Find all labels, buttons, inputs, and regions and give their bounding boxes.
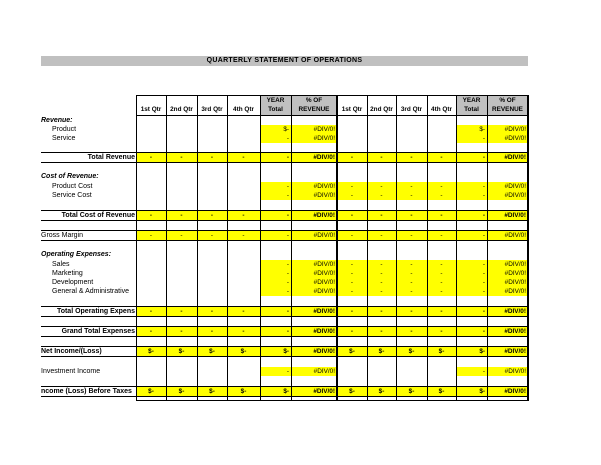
- qtr-value: -: [440, 232, 443, 239]
- year-total-value: $-: [283, 126, 289, 133]
- year-total-value: -: [286, 328, 289, 335]
- qtr-value: -: [410, 232, 413, 239]
- qtr-value: -: [149, 308, 153, 315]
- pct-value: #DIV/0!: [313, 348, 335, 355]
- qtr-value: $-: [378, 388, 385, 395]
- qtr-value: -: [350, 288, 354, 295]
- grid-hline-label: [41, 240, 136, 241]
- grid-hline: [136, 162, 529, 163]
- row-label: Service: [52, 135, 76, 142]
- year-total-value: -: [286, 192, 289, 199]
- column-header-q1: 1st Qtr: [140, 106, 162, 113]
- qtr-value: -: [350, 261, 354, 268]
- grid-hline: [136, 152, 529, 153]
- year-total-value: -: [482, 261, 485, 268]
- qtr-value: -: [380, 308, 383, 315]
- row-label: Gross Margin: [41, 232, 84, 239]
- row-label: Operating Expenses:: [41, 251, 112, 258]
- qtr-value: -: [180, 154, 183, 161]
- year-total-value: -: [482, 135, 485, 142]
- qtr-value: -: [180, 308, 183, 315]
- qtr-value: -: [380, 183, 383, 190]
- year-total-value: -: [482, 288, 485, 295]
- year-total-value: -: [286, 308, 289, 315]
- pct-value: #DIV/0!: [313, 192, 335, 199]
- year-total-value: -: [482, 308, 485, 315]
- row-label: Marketing: [52, 270, 83, 277]
- qtr-value: -: [149, 328, 153, 335]
- row-label: ncome (Loss) Before Taxes: [41, 388, 132, 395]
- pct-value: #DIV/0!: [504, 232, 526, 239]
- year-total-value: -: [482, 183, 485, 190]
- qtr-value: -: [380, 192, 383, 199]
- row-label: Total Revenue: [87, 154, 135, 161]
- row-label: Net Income/(Loss): [41, 348, 102, 355]
- qtr-value: $-: [408, 388, 415, 395]
- grid-hline-label: [41, 326, 136, 327]
- qtr-value: -: [210, 328, 214, 335]
- year-total-value: -: [286, 212, 289, 219]
- qtr-value: -: [410, 183, 413, 190]
- year-total-value: $-: [479, 388, 485, 395]
- qtr-value: $-: [240, 348, 247, 355]
- grid-hline: [136, 240, 529, 241]
- qtr-value: -: [380, 288, 383, 295]
- qtr-value: -: [410, 261, 413, 268]
- qtr-value: -: [440, 288, 443, 295]
- column-header-pct: % OF: [305, 97, 323, 104]
- qtr-value: -: [440, 270, 443, 277]
- row-label: Total Cost of Revenue: [61, 212, 135, 219]
- qtr-value: $-: [408, 348, 415, 355]
- pct-value: #DIV/0!: [504, 328, 526, 335]
- qtr-value: $-: [378, 348, 385, 355]
- grid-hline: [136, 356, 529, 357]
- qtr-value: -: [410, 192, 413, 199]
- pct-value: #DIV/0!: [504, 126, 526, 133]
- pct-value: #DIV/0!: [504, 348, 526, 355]
- qtr-value: -: [180, 212, 183, 219]
- row-label: Total Operating Expens: [56, 308, 135, 315]
- pct-value: #DIV/0!: [504, 279, 526, 286]
- qtr-value: -: [350, 183, 354, 190]
- qtr-value: -: [350, 308, 354, 315]
- row-label: Cost of Revenue:: [41, 173, 99, 180]
- grid-hline: [136, 336, 529, 337]
- grid-hline: [136, 115, 529, 116]
- pct-value: #DIV/0!: [313, 270, 335, 277]
- qtr-value: -: [410, 212, 413, 219]
- qtr-value: -: [350, 232, 354, 239]
- qtr-value: -: [380, 232, 383, 239]
- pct-value: #DIV/0!: [313, 154, 335, 161]
- pct-value: #DIV/0!: [504, 135, 526, 142]
- qtr-value: -: [410, 288, 413, 295]
- pct-value: #DIV/0!: [313, 135, 335, 142]
- year-total-value: -: [286, 270, 289, 277]
- grid-hline-label: [41, 386, 136, 387]
- qtr-value: $-: [349, 388, 355, 395]
- qtr-value: -: [440, 183, 443, 190]
- qtr-value: -: [242, 328, 245, 335]
- row-label: Sales: [52, 261, 70, 268]
- qtr-value: -: [350, 212, 354, 219]
- grid-hline-label: [41, 220, 136, 221]
- row-label: Product Cost: [52, 183, 93, 190]
- grid-hline: [136, 316, 529, 317]
- pct-value: #DIV/0!: [504, 388, 526, 395]
- qtr-value: $-: [178, 348, 185, 355]
- row-label: Grand Total Expenses: [61, 328, 135, 335]
- qtr-value: $-: [148, 388, 154, 395]
- year-total-value: -: [482, 232, 485, 239]
- qtr-value: $-: [240, 388, 247, 395]
- qtr-value: -: [242, 154, 245, 161]
- qtr-value: -: [440, 192, 443, 199]
- qtr-value: -: [440, 328, 443, 335]
- grid-hline: [136, 306, 529, 307]
- qtr-value: $-: [209, 388, 215, 395]
- row-label: Development: [52, 279, 94, 286]
- year-total-value: -: [482, 368, 485, 375]
- qtr-value: -: [210, 212, 214, 219]
- column-header-q1: 1st Qtr: [341, 106, 363, 113]
- qtr-value: -: [440, 212, 443, 219]
- column-header-pct: % OF: [499, 97, 516, 104]
- qtr-value: -: [380, 261, 383, 268]
- pct-value: #DIV/0!: [313, 261, 335, 268]
- qtr-value: $-: [438, 348, 445, 355]
- grid-hline-label: [41, 230, 136, 231]
- column-header-year-total: Total: [464, 106, 479, 113]
- year-total-value: -: [286, 368, 289, 375]
- year-total-value: $-: [283, 388, 289, 395]
- qtr-value: -: [242, 232, 245, 239]
- pct-value: #DIV/0!: [504, 308, 526, 315]
- column-header-q3: 3rd Qtr: [201, 106, 223, 113]
- column-header-year: YEAR: [266, 97, 285, 104]
- qtr-value: -: [350, 279, 354, 286]
- qtr-value: -: [380, 212, 383, 219]
- year-total-value: -: [482, 328, 485, 335]
- qtr-value: -: [440, 308, 443, 315]
- pct-value: #DIV/0!: [504, 288, 526, 295]
- pct-value: #DIV/0!: [313, 279, 335, 286]
- year-total-value: -: [482, 192, 485, 199]
- grid-hline: [136, 346, 529, 347]
- pct-value: #DIV/0!: [313, 212, 335, 219]
- qtr-value: -: [149, 154, 153, 161]
- qtr-value: -: [180, 232, 183, 239]
- pct-value: #DIV/0!: [504, 183, 526, 190]
- pct-value: #DIV/0!: [504, 154, 526, 161]
- qtr-value: -: [380, 270, 383, 277]
- grid-hline-label: [41, 346, 136, 347]
- year-total-value: -: [286, 261, 289, 268]
- grid-hline: [136, 95, 529, 96]
- qtr-value: -: [380, 154, 383, 161]
- column-header-pct-revenue: REVENUE: [298, 106, 330, 113]
- pct-value: #DIV/0!: [313, 368, 335, 375]
- grid-hline-label: [41, 306, 136, 307]
- column-header-year-total: Total: [268, 106, 283, 113]
- pct-value: #DIV/0!: [504, 270, 526, 277]
- qtr-value: -: [440, 154, 443, 161]
- qtr-value: -: [380, 279, 383, 286]
- pct-value: #DIV/0!: [504, 212, 526, 219]
- qtr-value: -: [350, 270, 354, 277]
- year-total-value: -: [482, 270, 485, 277]
- qtr-value: -: [350, 154, 354, 161]
- grid-hline-label: [41, 152, 136, 153]
- year-total-value: -: [482, 279, 485, 286]
- qtr-value: $-: [178, 388, 185, 395]
- qtr-value: -: [380, 328, 383, 335]
- year-total-value: -: [286, 135, 289, 142]
- qtr-value: $-: [148, 348, 154, 355]
- pct-value: #DIV/0!: [313, 288, 335, 295]
- column-header-pct-revenue: REVENUE: [492, 106, 523, 113]
- qtr-value: -: [180, 328, 183, 335]
- qtr-value: -: [350, 192, 354, 199]
- year-total-value: $-: [283, 348, 289, 355]
- year-total-value: $-: [479, 126, 485, 133]
- qtr-value: -: [440, 279, 443, 286]
- grid-hline: [136, 386, 529, 387]
- qtr-value: -: [410, 270, 413, 277]
- qtr-value: -: [410, 308, 413, 315]
- row-label: Product: [52, 126, 77, 133]
- qtr-value: -: [210, 154, 214, 161]
- qtr-value: -: [440, 261, 443, 268]
- qtr-value: -: [149, 212, 153, 219]
- qtr-value: -: [410, 279, 413, 286]
- qtr-value: -: [149, 232, 153, 239]
- pct-value: #DIV/0!: [504, 192, 526, 199]
- grid-hline: [136, 400, 529, 401]
- row-label: Investment Income: [41, 368, 101, 375]
- year-total-value: $-: [479, 348, 485, 355]
- qtr-value: -: [210, 308, 214, 315]
- pct-value: #DIV/0!: [313, 183, 335, 190]
- grid-hline-label: [41, 356, 136, 357]
- pct-value: #DIV/0!: [313, 328, 335, 335]
- pct-value: #DIV/0!: [313, 232, 335, 239]
- qtr-value: -: [242, 308, 245, 315]
- column-header-q3: 3rd Qtr: [400, 106, 423, 113]
- qtr-value: -: [410, 154, 413, 161]
- column-header-q4: 4th Qtr: [233, 106, 254, 113]
- grid-hline-label: [41, 396, 136, 397]
- grid-hline-label: [41, 210, 136, 211]
- row-label: Revenue:: [41, 117, 73, 124]
- grid-hline: [136, 396, 529, 397]
- grid-hline: [136, 210, 529, 211]
- year-total-value: -: [286, 183, 289, 190]
- year-total-value: -: [482, 154, 485, 161]
- grid-hline: [136, 220, 529, 221]
- qtr-value: -: [242, 212, 245, 219]
- grid-hline: [136, 230, 529, 231]
- qtr-value: -: [210, 232, 214, 239]
- column-header-q2: 2nd Qtr: [370, 106, 393, 113]
- pct-value: #DIV/0!: [313, 126, 335, 133]
- row-label: Service Cost: [52, 192, 92, 199]
- column-header-q4: 4th Qtr: [431, 106, 452, 113]
- pct-value: #DIV/0!: [313, 388, 335, 395]
- grid-hline-label: [41, 316, 136, 317]
- grid-hline-label: [41, 162, 136, 163]
- year-total-value: -: [286, 288, 289, 295]
- grid-hline-label: [41, 336, 136, 337]
- pct-value: #DIV/0!: [504, 368, 526, 375]
- qtr-value: -: [350, 328, 354, 335]
- year-total-value: -: [286, 232, 289, 239]
- year-total-value: -: [286, 154, 289, 161]
- row-label: General & Administrative: [52, 288, 130, 295]
- grid-hline: [136, 326, 529, 327]
- qtr-value: $-: [349, 348, 355, 355]
- report-title: QUARTERLY STATEMENT OF OPERATIONS: [41, 56, 528, 66]
- column-header-year: YEAR: [462, 97, 481, 104]
- year-total-value: -: [482, 212, 485, 219]
- qtr-value: -: [410, 328, 413, 335]
- pct-value: #DIV/0!: [504, 261, 526, 268]
- year-total-value: -: [286, 279, 289, 286]
- column-header-q2: 2nd Qtr: [170, 106, 193, 113]
- qtr-value: $-: [438, 388, 445, 395]
- pct-value: #DIV/0!: [313, 308, 335, 315]
- qtr-value: $-: [209, 348, 215, 355]
